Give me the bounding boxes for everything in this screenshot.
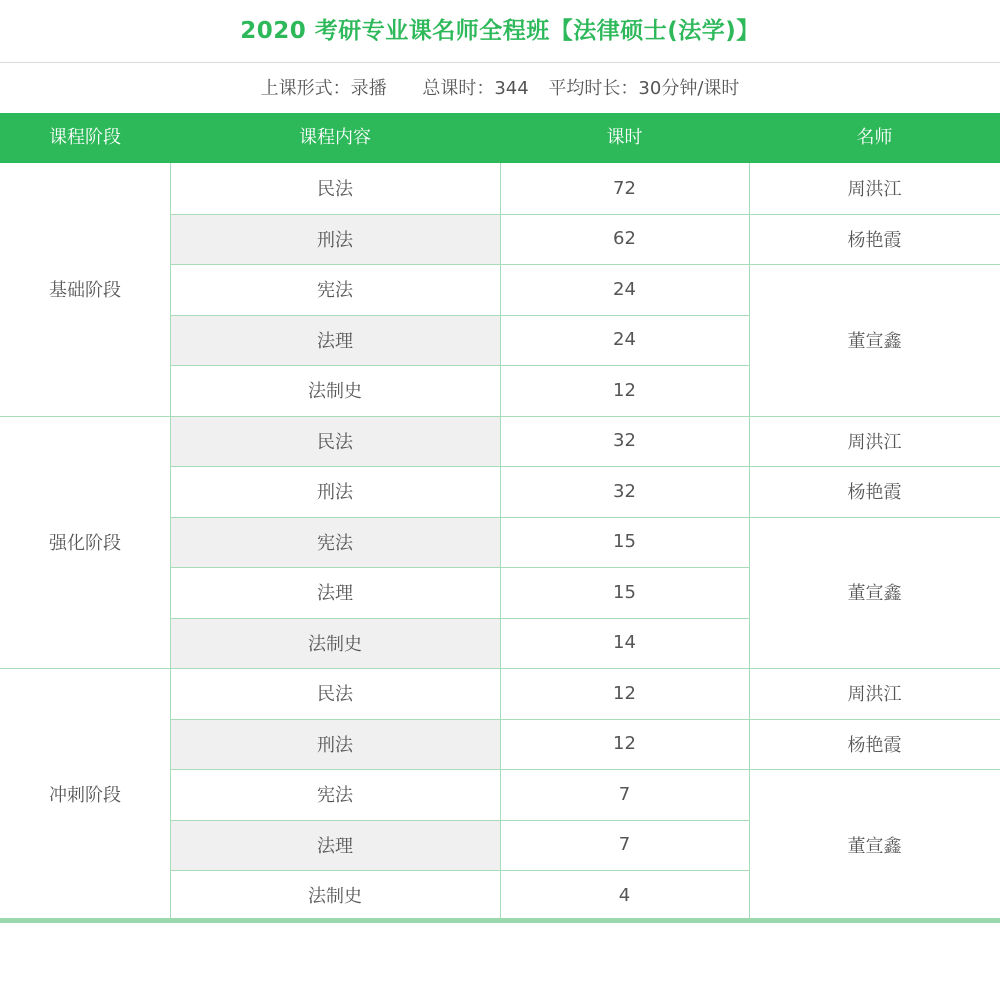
header-content: 课程内容 bbox=[299, 127, 371, 148]
format-label: 上课形式：录播 bbox=[260, 78, 387, 99]
course-name: 法理 bbox=[317, 583, 353, 605]
course-name: 法制史 bbox=[308, 886, 362, 908]
course-hours: 12 bbox=[613, 379, 636, 401]
teacher-name: 周洪江 bbox=[847, 431, 902, 453]
course-name: 法理 bbox=[170, 820, 500, 871]
course-hours: 72 bbox=[613, 177, 636, 199]
course-name: 法制史 bbox=[308, 381, 362, 403]
column-divider bbox=[170, 163, 171, 921]
column-divider bbox=[500, 163, 501, 921]
header-hours: 课时 bbox=[606, 127, 643, 148]
teacher-name: 董宣鑫 bbox=[847, 330, 902, 352]
course-hours: 4 bbox=[618, 884, 631, 906]
course-hours: 24 bbox=[613, 329, 636, 351]
course-name: 刑法 bbox=[170, 719, 500, 770]
row-divider bbox=[170, 820, 749, 821]
page-title: 2020 考研专业课名师全程班【法律硕士(法学)】 bbox=[0, 0, 1000, 63]
teacher-name: 周洪江 bbox=[847, 179, 902, 201]
course-hours: 32 bbox=[613, 430, 636, 452]
course-name: 刑法 bbox=[317, 482, 353, 504]
table-header bbox=[0, 113, 1000, 163]
course-hours: 62 bbox=[613, 228, 636, 250]
teacher-name: 杨艳霞 bbox=[847, 734, 902, 756]
course-name: 民法 bbox=[170, 416, 500, 467]
teacher-name: 杨艳霞 bbox=[847, 482, 902, 504]
course-hours: 7 bbox=[618, 783, 631, 805]
schedule-table bbox=[0, 163, 1000, 920]
course-hours: 12 bbox=[613, 733, 636, 755]
course-name: 法制史 bbox=[170, 618, 500, 669]
course-name: 宪法 bbox=[170, 517, 500, 568]
total-hours-label: 总课时：344 bbox=[422, 78, 529, 99]
stage-name: 基础阶段 bbox=[49, 280, 121, 302]
average-duration-label: 平均时长：30分钟/课时 bbox=[548, 78, 740, 99]
column-divider bbox=[749, 163, 750, 921]
course-hours: 15 bbox=[613, 581, 636, 603]
row-divider bbox=[170, 315, 749, 316]
course-name: 宪法 bbox=[317, 785, 353, 807]
course-name: 宪法 bbox=[317, 280, 353, 302]
course-name: 民法 bbox=[317, 684, 353, 706]
course-name: 法理 bbox=[170, 315, 500, 366]
table-bottom-border bbox=[0, 918, 1000, 923]
teacher-name: 周洪江 bbox=[847, 684, 902, 706]
row-divider bbox=[170, 870, 749, 871]
teacher-name: 董宣鑫 bbox=[847, 835, 902, 857]
course-hours: 32 bbox=[613, 480, 636, 502]
course-hours: 7 bbox=[618, 834, 631, 856]
course-name: 民法 bbox=[317, 179, 353, 201]
course-hours: 14 bbox=[613, 632, 636, 654]
teacher-name: 杨艳霞 bbox=[847, 229, 902, 251]
teacher-name: 董宣鑫 bbox=[847, 583, 902, 605]
course-name: 刑法 bbox=[170, 214, 500, 265]
stage-name: 强化阶段 bbox=[49, 532, 121, 554]
header-teacher: 名师 bbox=[856, 127, 893, 148]
course-info bbox=[0, 63, 1000, 113]
course-hours: 12 bbox=[613, 682, 636, 704]
stage-name: 冲刺阶段 bbox=[49, 785, 121, 807]
header-stage: 课程阶段 bbox=[49, 127, 121, 148]
course-hours: 15 bbox=[613, 531, 636, 553]
row-divider bbox=[170, 365, 749, 366]
row-divider bbox=[170, 618, 749, 619]
row-divider bbox=[170, 567, 749, 568]
course-hours: 24 bbox=[613, 278, 636, 300]
